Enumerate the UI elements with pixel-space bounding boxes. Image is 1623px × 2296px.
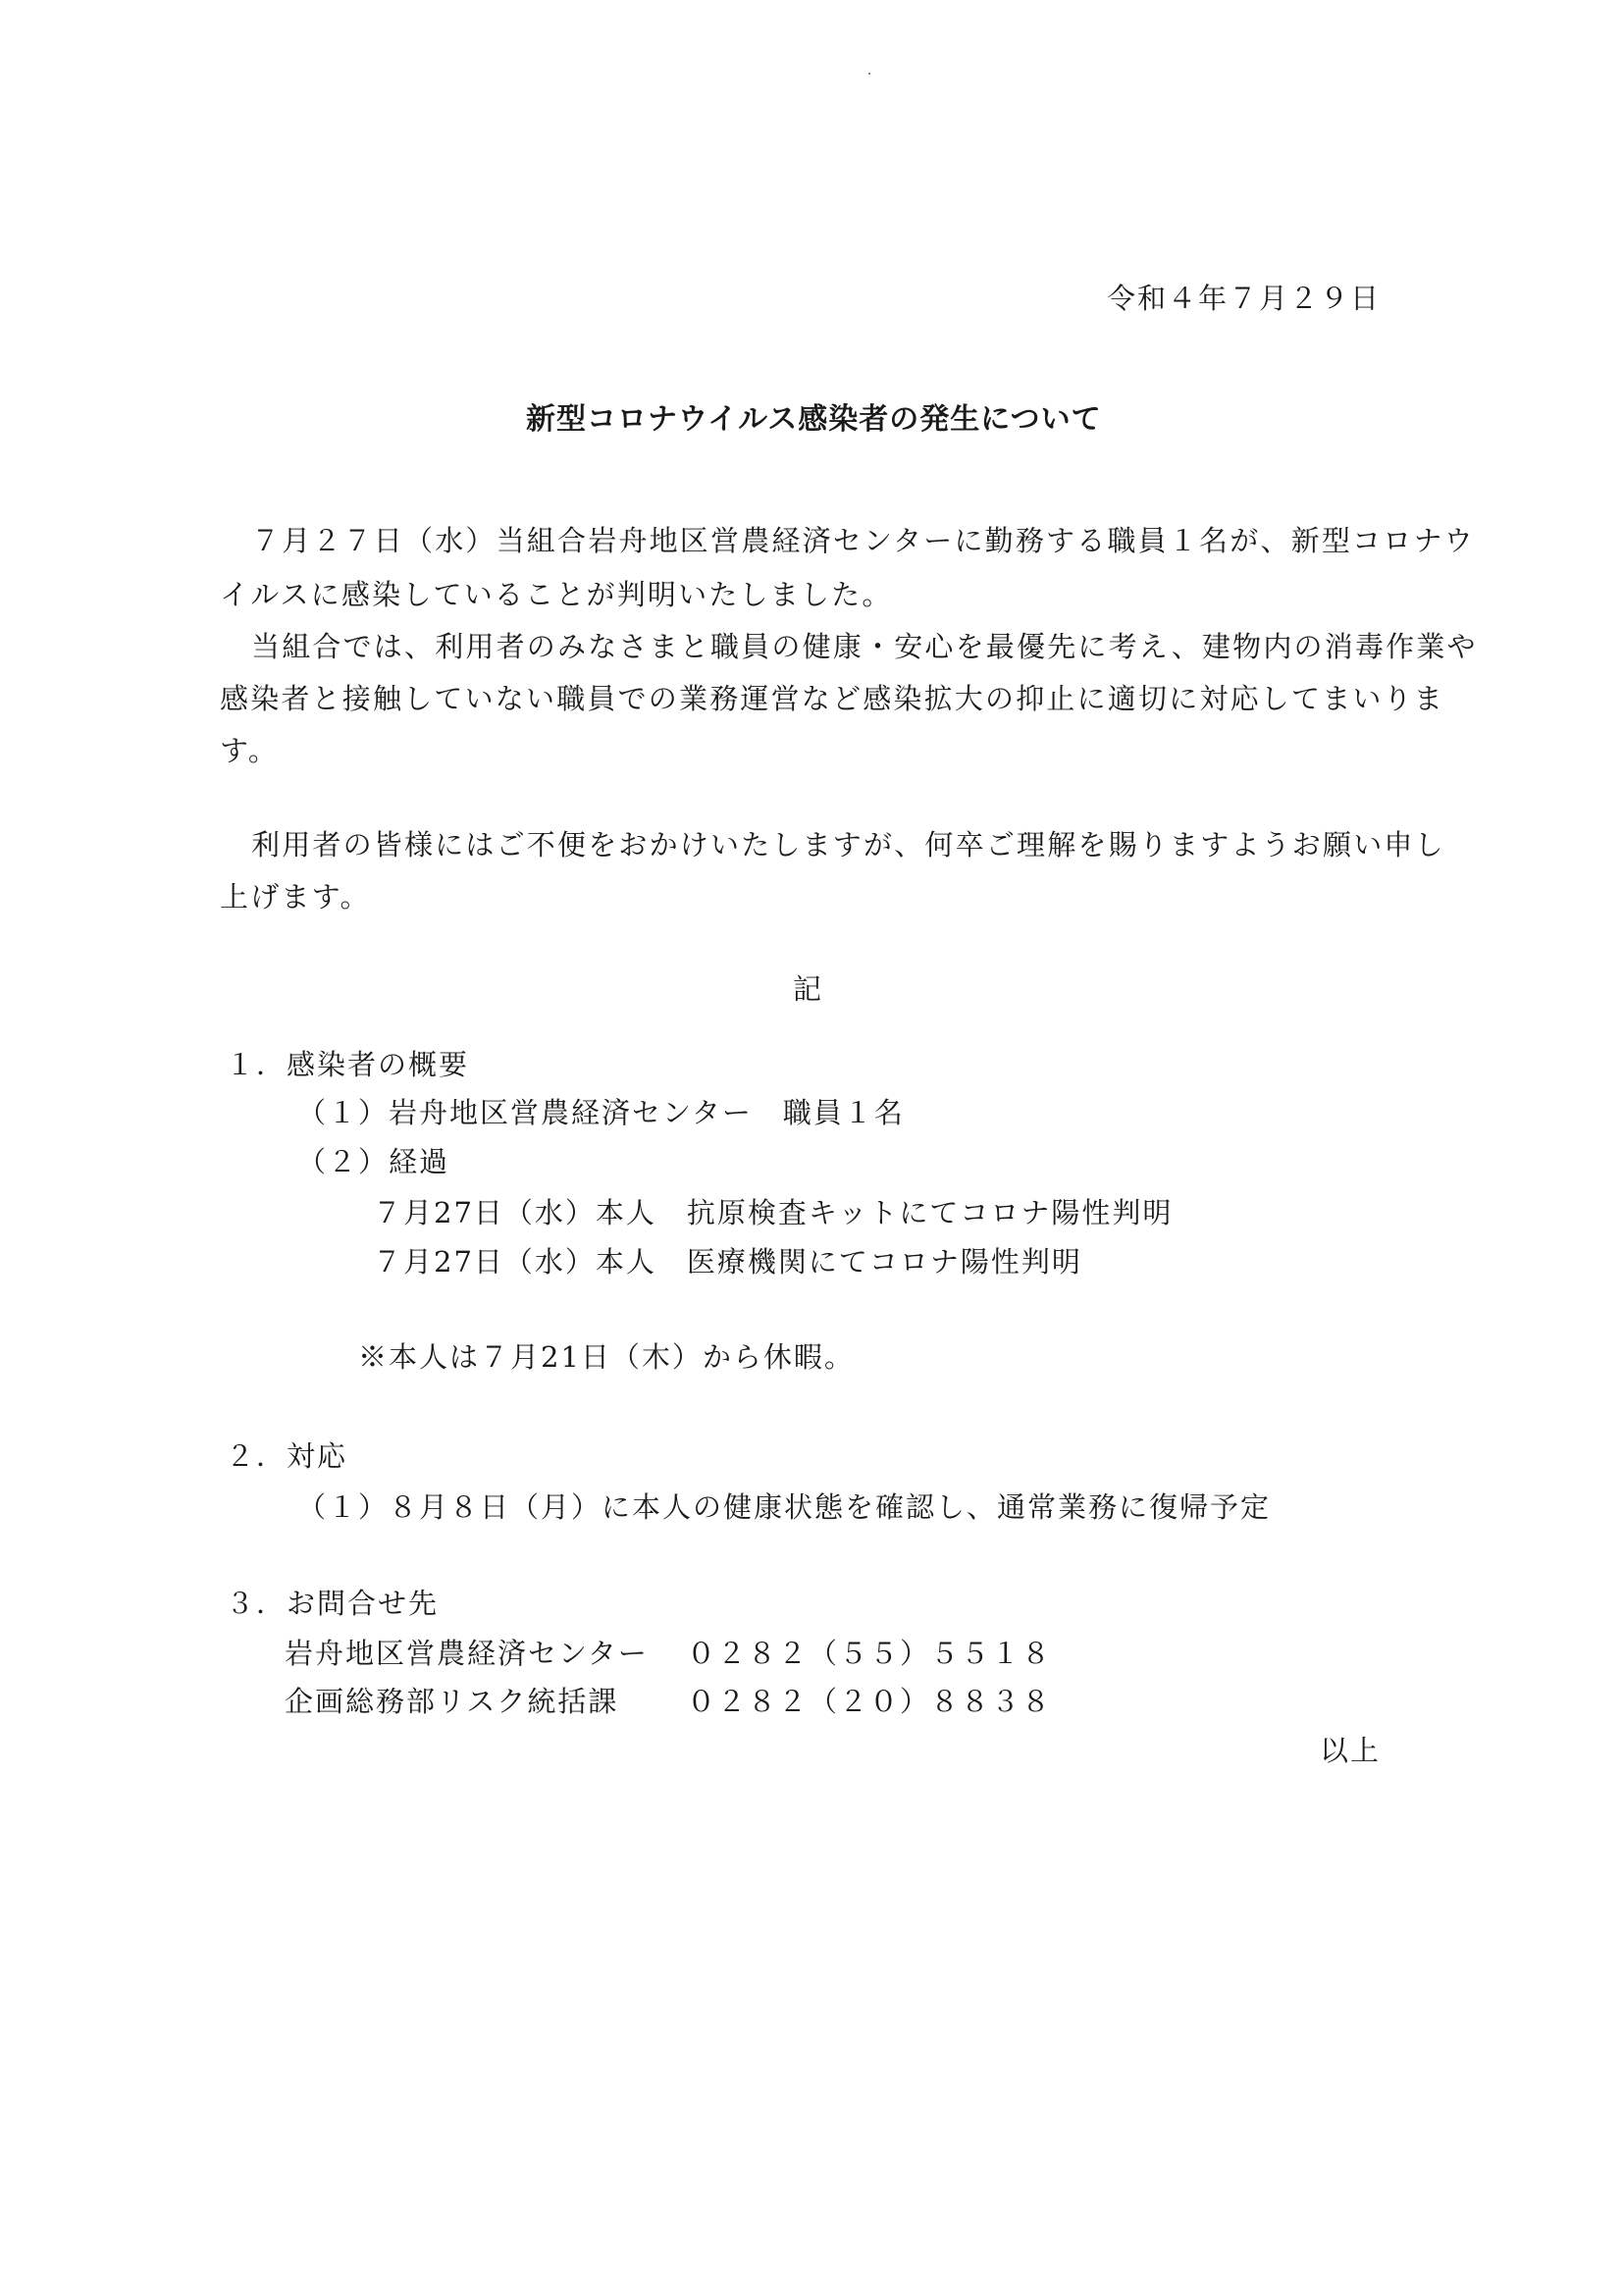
paragraph-2-line-1: 当組合では、利用者のみなさまと職員の健康・安心を最優先に考え、建物内の消毒作業や bbox=[251, 630, 1478, 663]
paragraph-2-line-2: 感染者と接触していない職員での業務運営など感染拡大の抑止に適切に対応してまいりま bbox=[220, 682, 1445, 715]
section-3-heading: ３．お問合せ先 bbox=[226, 1587, 440, 1620]
section-1-item-2: （２）経過 bbox=[297, 1145, 450, 1178]
section-2-heading: ２．対応 bbox=[226, 1439, 348, 1473]
closing-text: 以上 bbox=[1319, 1734, 1381, 1767]
contact-1-phone: ０２８２（５５）５５１８ bbox=[687, 1637, 1053, 1670]
section-2-item-1: （１）８月８日（月）に本人の健康状態を確認し、通常業務に復帰予定 bbox=[297, 1490, 1272, 1524]
paragraph-3-line-2: 上げます。 bbox=[220, 880, 371, 913]
paragraph-1-line-1: ７月２７日（水）当組合岩舟地区営農経済センターに勤務する職員１名が、新型コロナウ bbox=[251, 524, 1475, 557]
paragraph-1-line-2: イルスに感染していることが判明いたしました。 bbox=[220, 578, 893, 611]
section-1-progress-2: ７月27日（水）本人 医療機関にてコロナ陽性判明 bbox=[373, 1245, 1082, 1278]
contact-2-name: 企画総務部リスク統括課 bbox=[285, 1685, 619, 1718]
document-date: 令和４年７月２９日 bbox=[1106, 282, 1381, 315]
paragraph-3-line-1: 利用者の皆様にはご不便をおかけいたしますが、何卒ご理解を賜りますようお願い申し bbox=[251, 828, 1445, 861]
ki-heading: 記 bbox=[793, 972, 824, 1006]
contact-2-phone: ０２８２（２０）８８３８ bbox=[687, 1685, 1053, 1718]
section-1-note: ※本人は７月21日（木）から休暇。 bbox=[358, 1340, 855, 1374]
section-1-progress-1: ７月27日（水）本人 抗原検査キットにてコロナ陽性判明 bbox=[373, 1196, 1174, 1229]
section-1-heading: １．感染者の概要 bbox=[226, 1048, 470, 1081]
contact-1-name: 岩舟地区営農経済センター bbox=[285, 1637, 649, 1670]
scan-speck bbox=[868, 73, 870, 75]
section-1-item-1: （１）岩舟地区営農経済センター 職員１名 bbox=[297, 1096, 905, 1129]
document-title: 新型コロナウイルス感染者の発生について bbox=[526, 402, 1102, 437]
paragraph-2-line-3: す。 bbox=[220, 734, 280, 767]
